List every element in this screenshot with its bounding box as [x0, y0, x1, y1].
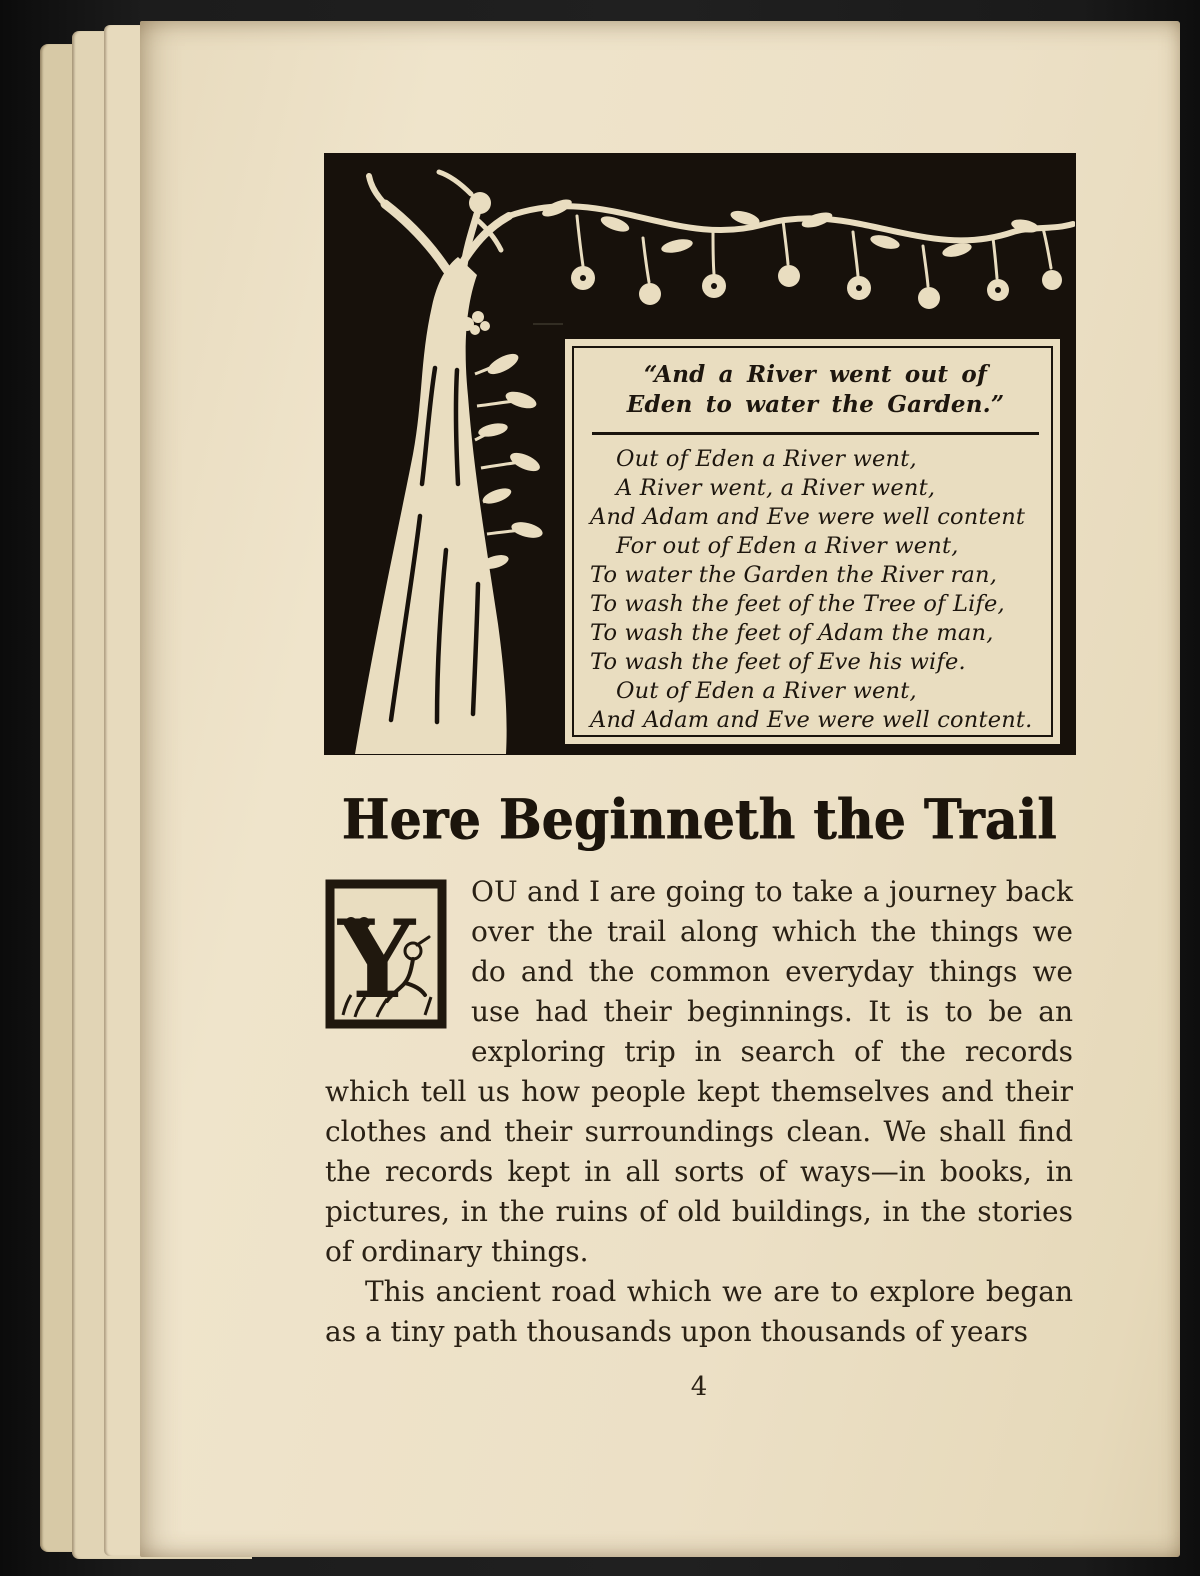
page-content — [140, 21, 1180, 1557]
poem-line: To wash the feet of Adam the man, — [590, 620, 994, 646]
poem-line: And Adam and Eve were well content — [590, 504, 1026, 530]
paragraph-text: OU and I are going to take a journey back over the trail along which the things we do and the common everyday things we use had their beginnings. It is to be an exploring trip in search of the records which tell us how people kept themselves and their clothes and their surroundings clean. We shall find the records kept in all sorts of ways—in books, in pictures, in the ruins of old buildings, in the stories of ordinary things. — [325, 875, 1073, 1268]
page-number: 4 — [690, 1372, 708, 1402]
verse-panel-border — [572, 346, 1053, 737]
poem — [590, 445, 1041, 735]
poem-line: To wash the feet of the Tree of Life, — [590, 591, 1005, 617]
decorated-initial-block — [325, 879, 447, 1029]
dropcap-letter: Y — [338, 897, 416, 1023]
quote-line: “And a River went out of — [643, 361, 988, 388]
poem-line: Out of Eden a River went, — [616, 678, 917, 704]
dropcap-woodcut-icon — [325, 879, 447, 1029]
body-paragraph — [325, 872, 1073, 1272]
woodcut-plate — [325, 154, 1075, 754]
poem-line: For out of Eden a River went, — [616, 533, 959, 559]
body-paragraph: This ancient road which we are to explore began as a tiny path thousands upon thousands of years — [325, 1275, 1073, 1348]
verse-panel — [565, 339, 1060, 744]
poem-line: A River went, a River went, — [616, 475, 936, 501]
chapter-heading: Here Beginneth the Trail — [341, 787, 1057, 852]
poem-line: To water the Garden the River ran, — [590, 562, 998, 588]
book-page — [140, 21, 1180, 1557]
body-text — [325, 872, 1073, 1352]
poem-line: To wash the feet of Eve his wife. — [590, 649, 966, 675]
poem-line: And Adam and Eve were well content. — [590, 707, 1033, 733]
epigraph-quote — [592, 360, 1039, 435]
quote-line: Eden to water the Garden.” — [626, 391, 1005, 418]
poem-line: Out of Eden a River went, — [616, 446, 917, 472]
